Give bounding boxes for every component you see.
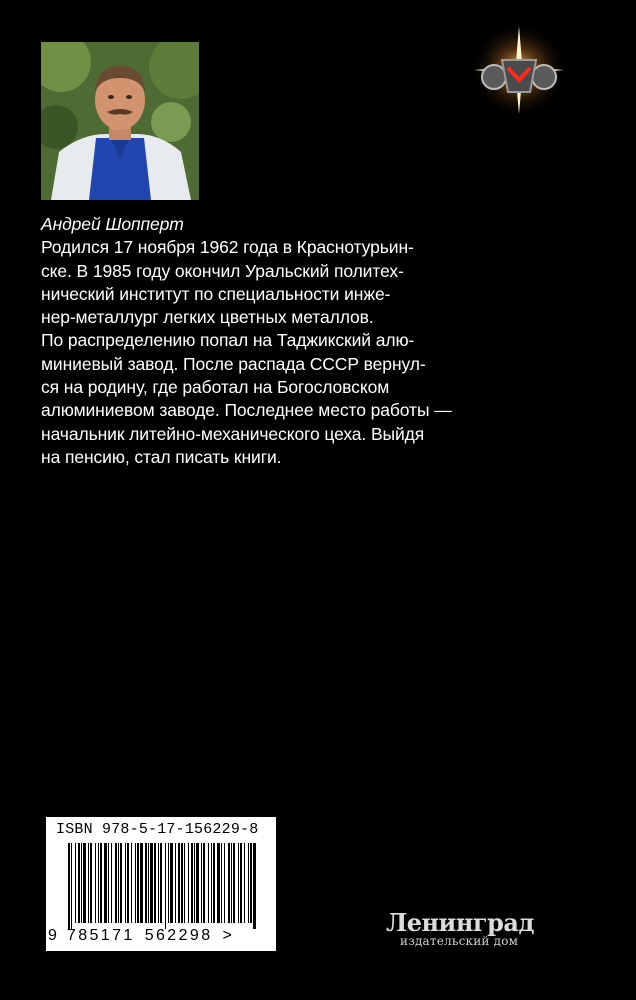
series-emblem-icon	[464, 22, 574, 122]
author-bio-block	[41, 213, 466, 469]
publisher-logo	[386, 908, 546, 956]
publisher-name: Ленинград	[386, 908, 534, 937]
publisher-subtitle: издательский дом	[400, 934, 519, 948]
author-photo	[41, 42, 199, 200]
author-bio: Родился 17 ноября 1962 года в Краснотурьин- ске. В 1985 году окончил Уральский политех- нический институт по специальности инже- нер-металлург легких цветных металлов. По распределению попал на Таджикский алю- миниевый завод. После распада СССР вернул- ся на родину, где работал на Богословском алюминиевом заводе. Последнее место работы — начальник литейно-механического цеха. Выйдя на пенсию, стал писать книги.	[41, 237, 452, 467]
isbn-block	[46, 817, 276, 951]
barcode-digits	[48, 927, 232, 945]
barcode-digits-group1: 785171	[66, 927, 135, 944]
barcode	[68, 843, 258, 929]
author-name: Андрей Шопперт	[41, 214, 184, 234]
isbn-label: ISBN 978-5-17-156229-8	[56, 821, 259, 838]
barcode-arrow: >	[222, 927, 232, 944]
barcode-digits-group2: 562298	[144, 927, 213, 944]
barcode-digit-first: 9	[48, 927, 57, 944]
